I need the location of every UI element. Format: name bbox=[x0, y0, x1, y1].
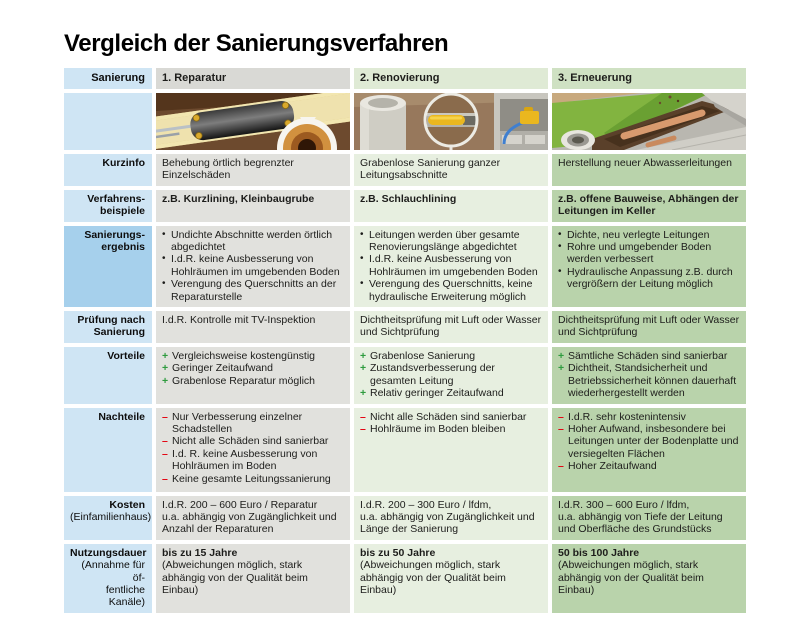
bullet-icon: • bbox=[558, 228, 562, 240]
cell-pruefung-col1: I.d.R. Kontrolle mit TV-Inspektion bbox=[156, 311, 350, 343]
cell-vorteile-col2 bbox=[354, 347, 548, 404]
row-label-line: Nutzungsdauer bbox=[70, 546, 147, 559]
list-item bbox=[558, 411, 740, 423]
plus-icon: + bbox=[360, 387, 367, 400]
bullet-icon: • bbox=[558, 265, 562, 277]
list-item bbox=[558, 266, 740, 291]
table-body bbox=[64, 154, 746, 613]
plus-icon: + bbox=[360, 362, 367, 375]
list-item bbox=[360, 350, 542, 362]
open-trench-new-pipe-illustration bbox=[552, 93, 746, 150]
cell-pruefung-col3: Dichtheitsprüfung mit Luft oder Wasser und Sichtprüfung bbox=[552, 311, 746, 343]
list-item-text: Vergleichsweise kostengünstig bbox=[172, 349, 316, 362]
list-item-text: Verengung des Querschnitts an der Reparaturstelle bbox=[171, 278, 337, 303]
table-row-pruefung bbox=[64, 311, 746, 343]
bullet-icon: • bbox=[162, 228, 166, 240]
cell-nutzungsdauer-col3 bbox=[552, 544, 746, 613]
header-label-sanierung: Sanierung bbox=[64, 68, 152, 89]
cell-kosten-col1 bbox=[156, 496, 350, 540]
row-label-line: Verfahrens- bbox=[87, 192, 145, 205]
minus-icon: – bbox=[558, 410, 564, 423]
cell-vorteile-col1 bbox=[156, 347, 350, 404]
row-label-subline: (Einfamilienhaus) bbox=[70, 510, 152, 523]
list-item bbox=[360, 411, 542, 423]
list-item bbox=[558, 241, 740, 266]
cell-strong-text: z.B. Kurzlining, Kleinbaugrube bbox=[162, 192, 315, 205]
illustration-cell-erneuerung bbox=[552, 93, 746, 150]
list-item-text: I.d. R. keine Ausbesserung von Hohlräumen im Boden bbox=[172, 447, 318, 473]
minus-icon: – bbox=[162, 472, 168, 485]
table-row-kurzinfo bbox=[64, 154, 746, 186]
list-item-text: Hohlräume im Boden bleiben bbox=[370, 422, 506, 435]
list-item-text: Hydraulische Anpassung z.B. durch vergrößern der Leitung möglich bbox=[567, 265, 733, 291]
pipe-repair-packer-illustration bbox=[156, 93, 350, 150]
row-label-line: Kosten bbox=[109, 498, 145, 511]
cell-line: I.d.R. 200 – 300 Euro / lfdm, bbox=[360, 498, 492, 511]
row-label-line: Nachteile bbox=[98, 410, 145, 423]
cell-nutzungsdauer-col1 bbox=[156, 544, 350, 613]
bullet-icon: • bbox=[360, 253, 364, 265]
list-item-text: Verengung des Querschnitts, keine hydraulische Erweiterung möglich bbox=[369, 278, 533, 303]
comparison-table bbox=[64, 68, 746, 617]
cell-sanierungsergebnis-col2 bbox=[354, 226, 548, 307]
cell-nutzungsdauer-col2 bbox=[354, 544, 548, 613]
table-row-sanierungsergebnis bbox=[64, 226, 746, 307]
cell-kurzinfo-col3: Herstellung neuer Abwasserleitungen bbox=[552, 154, 746, 186]
list-item-text: Undichte Abschnitte werden örtlich abgedichtet bbox=[171, 228, 333, 254]
list-item bbox=[162, 473, 344, 485]
list-item bbox=[162, 253, 344, 278]
minus-icon: – bbox=[162, 435, 168, 448]
illustration-cell-renovierung bbox=[354, 93, 548, 150]
list-item-text: Hoher Aufwand, insbesondere bei Leitungen unter der Bodenplatte und versiegelten Flächen bbox=[568, 422, 739, 460]
list-item-text: Dichte, neu verlegte Leitungen bbox=[567, 228, 710, 241]
images-row-label-spacer bbox=[64, 93, 152, 150]
page-title: Vergleich der Sanierungsverfahren bbox=[64, 30, 449, 57]
list-item bbox=[558, 362, 740, 399]
minus-icon: – bbox=[558, 422, 564, 435]
table-row-nutzungsdauer bbox=[64, 544, 746, 613]
duration-value: bis zu 15 Jahre bbox=[162, 546, 238, 559]
list-item bbox=[162, 411, 344, 436]
cell-strong-text: z.B. Schlauchlining bbox=[360, 192, 457, 205]
list-item-text: Leitungen werden über gesamte Renovierungslänge abgedichtet bbox=[369, 228, 520, 254]
cell-kosten-col2 bbox=[354, 496, 548, 540]
illustration-cell-reparatur bbox=[156, 93, 350, 150]
list-item-text: Geringer Zeitaufwand bbox=[172, 362, 273, 375]
table-header-row bbox=[64, 68, 746, 89]
list-item bbox=[360, 387, 542, 399]
cell-line: u.a. abhängig von Zugänglichkeit und Länge der Sanierung bbox=[360, 510, 535, 536]
row-label-line: Sanierungs- bbox=[84, 228, 145, 241]
bullet-icon: • bbox=[360, 278, 364, 290]
header-col-renovierung: 2. Renovierung bbox=[354, 68, 548, 89]
plus-icon: + bbox=[558, 349, 565, 362]
list-item bbox=[162, 435, 344, 447]
minus-icon: – bbox=[360, 410, 366, 423]
list-item-text: Hoher Zeitaufwand bbox=[568, 460, 657, 473]
cell-nachteile-col3 bbox=[552, 408, 746, 492]
cell-verfahrensbeispiele-col3 bbox=[552, 190, 746, 222]
cell-line: I.d.R. 200 – 600 Euro / Reparatur bbox=[162, 498, 318, 511]
cell-verfahrensbeispiele-col2 bbox=[354, 190, 548, 222]
row-label-kurzinfo bbox=[64, 154, 152, 186]
minus-icon: – bbox=[162, 447, 168, 460]
list-item bbox=[558, 350, 740, 362]
list-item-text: Zustandsverbesserung der gesamten Leitung bbox=[370, 362, 495, 387]
cell-nachteile-col2 bbox=[354, 408, 548, 492]
list-item-text: Keine gesamte Leitungssanierung bbox=[172, 472, 331, 485]
cell-line: I.d.R. 300 – 600 Euro / lfdm, bbox=[558, 498, 690, 511]
cell-sanierungsergebnis-col3 bbox=[552, 226, 746, 307]
minus-icon: – bbox=[162, 410, 168, 423]
cell-sanierungsergebnis-col1 bbox=[156, 226, 350, 307]
cell-nachteile-col1 bbox=[156, 408, 350, 492]
images-row bbox=[64, 93, 746, 150]
list-item bbox=[162, 229, 344, 254]
list-item-text: Rohre und umgebender Boden werden verbessert bbox=[567, 241, 712, 266]
duration-note: (Abweichungen möglich, stark abhängig von der Qualität beim Einbau) bbox=[162, 559, 308, 596]
list-item bbox=[360, 362, 542, 387]
list-item-text: Relativ geringer Zeitaufwand bbox=[370, 387, 504, 400]
cell-verfahrensbeispiele-col1 bbox=[156, 190, 350, 222]
cell-line: u.a. abhängig von Tiefe der Leitung und Oberfläche des Grundstücks bbox=[558, 510, 723, 536]
bullet-icon: • bbox=[162, 278, 166, 290]
duration-note: (Abweichungen möglich, stark abhängig von der Qualität beim Einbau) bbox=[558, 559, 704, 596]
row-label-vorteile bbox=[64, 347, 152, 404]
list-item bbox=[558, 423, 740, 460]
row-label-nachteile bbox=[64, 408, 152, 492]
list-item bbox=[360, 253, 542, 278]
row-label-subline: (Annahme für öf- bbox=[81, 559, 145, 584]
list-item bbox=[558, 460, 740, 472]
cell-vorteile-col3 bbox=[552, 347, 746, 404]
list-item bbox=[162, 350, 344, 362]
row-label-pruefung bbox=[64, 311, 152, 343]
list-item-text: Nicht alle Schäden sind sanierbar bbox=[370, 410, 527, 423]
pipe-liner-magnifier-illustration bbox=[354, 93, 548, 150]
list-item-text: Sämtliche Schäden sind sanierbar bbox=[568, 349, 728, 362]
cell-kosten-col3 bbox=[552, 496, 746, 540]
list-item-text: I.d.R. sehr kostenintensiv bbox=[568, 410, 686, 423]
row-label-line: beispiele bbox=[100, 205, 145, 218]
row-label-nutzungsdauer bbox=[64, 544, 152, 613]
bullet-icon: • bbox=[360, 228, 364, 240]
row-label-line: ergebnis bbox=[101, 241, 145, 254]
list-item bbox=[162, 278, 344, 303]
bullet-icon: • bbox=[558, 241, 562, 253]
list-item-text: Nicht alle Schäden sind sanierbar bbox=[172, 435, 329, 448]
list-item-text: I.d.R. keine Ausbesserung von Hohlräumen im umgebenden Boden bbox=[369, 253, 538, 278]
bullet-icon: • bbox=[162, 253, 166, 265]
row-label-verfahrensbeispiele bbox=[64, 190, 152, 222]
list-item bbox=[360, 229, 542, 254]
duration-value: 50 bis 100 Jahre bbox=[558, 546, 640, 559]
row-label-line: Vorteile bbox=[107, 349, 145, 362]
table-row-verfahrensbeispiele bbox=[64, 190, 746, 222]
list-item bbox=[162, 362, 344, 374]
minus-icon: – bbox=[360, 422, 366, 435]
list-item-text: Nur Verbesserung einzelner Schadstellen bbox=[172, 410, 303, 435]
row-label-subline: fentliche Kanäle) bbox=[105, 583, 145, 609]
list-item bbox=[558, 229, 740, 241]
cell-strong-text: z.B. offene Bauweise, Abhängen der Leitungen im Keller bbox=[558, 192, 739, 218]
plus-icon: + bbox=[162, 374, 169, 387]
row-label-line: Kurzinfo bbox=[102, 157, 145, 169]
row-label-kosten bbox=[64, 496, 152, 540]
list-item-text: Grabenlose Sanierung bbox=[370, 349, 476, 362]
plus-icon: + bbox=[558, 362, 565, 375]
header-col-erneuerung: 3. Erneuerung bbox=[552, 68, 746, 89]
list-item bbox=[360, 278, 542, 303]
row-label-sanierungsergebnis bbox=[64, 226, 152, 307]
list-item bbox=[162, 375, 344, 387]
list-item bbox=[162, 448, 344, 473]
row-label-line: Sanierung bbox=[93, 326, 145, 339]
plus-icon: + bbox=[360, 349, 367, 362]
list-item-text: Grabenlose Reparatur möglich bbox=[172, 374, 315, 387]
header-col-reparatur: 1. Reparatur bbox=[156, 68, 350, 89]
cell-line: u.a. abhängig von Zugänglichkeit und Anzahl der Reparaturen bbox=[162, 510, 337, 536]
list-item-text: Dichtheit, Standsicherheit und Betriebssicherheit können dauerhaft wiederhergestellt werden bbox=[568, 362, 737, 400]
minus-icon: – bbox=[558, 460, 564, 473]
cell-kurzinfo-col2: Grabenlose Sanierung ganzer Leitungsabschnitte bbox=[354, 154, 548, 186]
plus-icon: + bbox=[162, 349, 169, 362]
cell-kurzinfo-col1: Behebung örtlich begrenzter Einzelschäden bbox=[156, 154, 350, 186]
list-item-text: I.d.R. keine Ausbesserung von Hohlräumen im umgebenden Boden bbox=[171, 253, 340, 278]
table-row-vorteile bbox=[64, 347, 746, 404]
cell-pruefung-col2: Dichtheitsprüfung mit Luft oder Wasser und Sichtprüfung bbox=[354, 311, 548, 343]
list-item bbox=[360, 423, 542, 435]
table-row-kosten bbox=[64, 496, 746, 540]
table-row-nachteile bbox=[64, 408, 746, 492]
plus-icon: + bbox=[162, 362, 169, 375]
row-label-line: Prüfung nach bbox=[77, 314, 145, 327]
duration-value: bis zu 50 Jahre bbox=[360, 546, 436, 559]
duration-note: (Abweichungen möglich, stark abhängig von der Qualität beim Einbau) bbox=[360, 559, 506, 596]
